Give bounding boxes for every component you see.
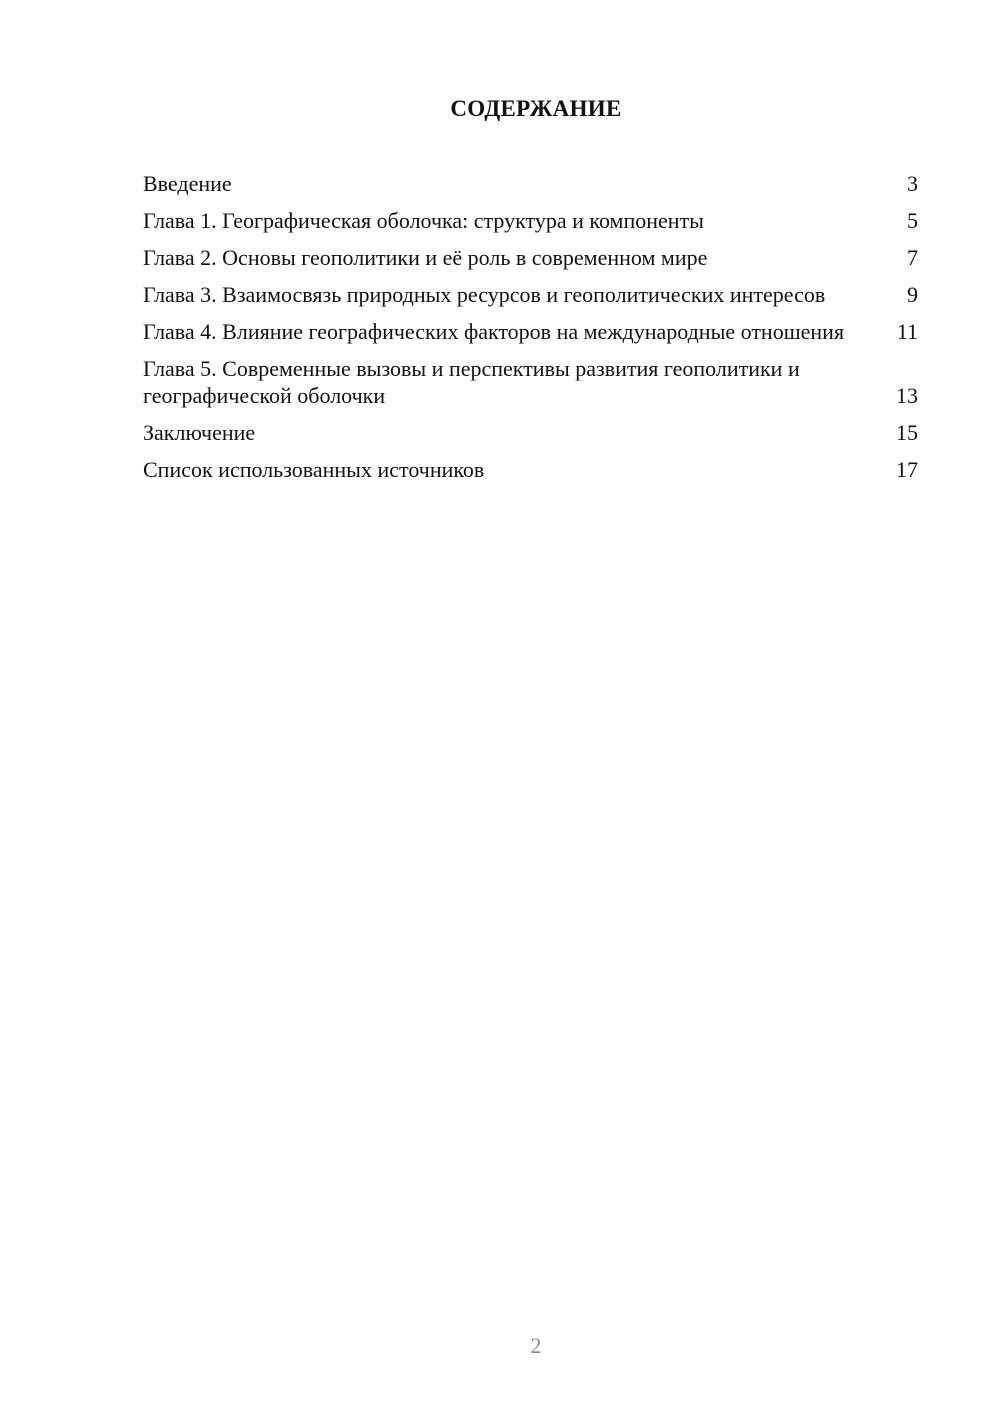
toc-entry-text: Глава 3. Взаимосвязь природных ресурсов и геополитических интересов	[143, 282, 826, 307]
toc-entry-page: 5	[907, 208, 918, 233]
toc-entry-text: Глава 2. Основы геополитики и её роль в современном мире	[143, 245, 708, 270]
toc-entry-chapter-4	[143, 318, 918, 345]
toc-entry-text: Глава 5. Современные вызовы и перспективы развития геополитики и географической оболочки	[143, 356, 800, 408]
toc-entry-page: 7	[907, 245, 918, 270]
toc-entry-chapter-5	[143, 355, 918, 409]
page-number: 2	[530, 1333, 542, 1358]
toc-entry-chapter-2	[143, 244, 918, 271]
toc-entry-page: 17	[896, 457, 918, 482]
toc-entry-text: Глава 4. Влияние географических факторов на международные отношения	[143, 319, 845, 344]
toc-entry-page: 9	[907, 282, 918, 307]
toc-entry-chapter-3	[143, 281, 918, 308]
toc-entry-introduction	[143, 170, 918, 197]
toc-entry-chapter-1	[143, 207, 918, 234]
toc-entry-conclusion	[143, 419, 918, 446]
toc-entry-references	[143, 456, 918, 483]
table-of-contents	[143, 170, 918, 493]
toc-entry-text: Глава 1. Географическая оболочка: структура и компоненты	[143, 208, 704, 233]
toc-entry-text: Заключение	[143, 420, 256, 445]
toc-entry-page: 13	[896, 383, 918, 408]
toc-entry-page: 3	[907, 171, 918, 196]
toc-entry-text: Введение	[143, 171, 232, 196]
toc-entry-page: 15	[896, 420, 918, 445]
toc-entry-page: 11	[896, 319, 918, 344]
toc-entry-text: Список использованных источников	[143, 457, 485, 482]
page-title: СОДЕРЖАНИЕ	[450, 96, 622, 121]
